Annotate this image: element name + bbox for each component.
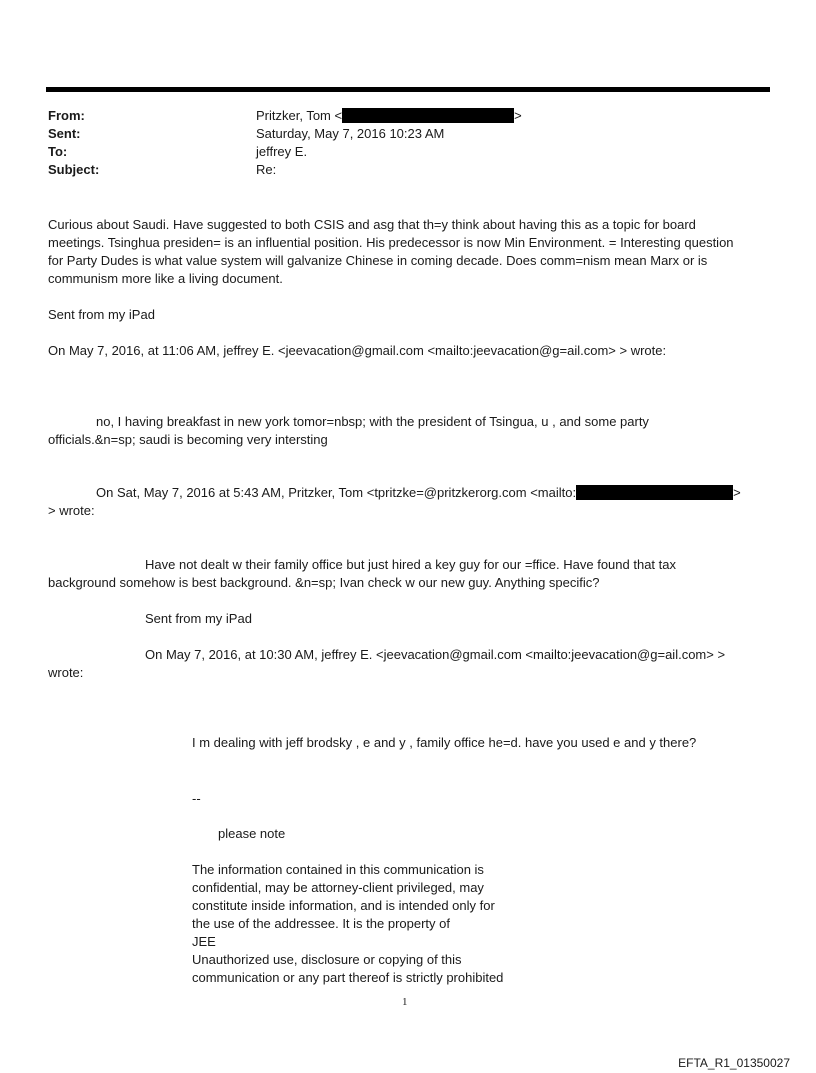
to-value: jeffrey E. — [256, 144, 308, 159]
quoted-line: officials.&n=sp; saudi is becoming very intersting — [48, 432, 328, 447]
page-number: 1 — [402, 996, 408, 1008]
disclaimer-line: confidential, may be attorney-client privileged, may — [192, 880, 484, 895]
please-note: please note — [218, 826, 286, 841]
signature: Sent from my iPad — [48, 307, 155, 322]
body-line: for Party Dudes is what value system will galvanize Chinese in coming decade. Does comm=nism mean Marx or is — [48, 253, 708, 268]
quote-header-line2: wrote: — [48, 665, 84, 680]
disclaimer-line: communication or any part thereof is strictly prohibited — [192, 970, 504, 985]
quote-header: On May 7, 2016, at 11:06 AM, jeffrey E. <jeevacation@gmail.com <mailto:jeevacation@g=ail.com> > wrote: — [48, 343, 667, 358]
disclaimer-line: the use of the addressee. It is the property of — [192, 916, 450, 931]
quote-header-text: On Sat, May 7, 2016 at 5:43 AM, Pritzker, Tom <tpritzke=@pritzkerorg.com <mailto: — [96, 485, 577, 500]
signature-separator: -- — [192, 791, 201, 806]
body-line: Curious about Saudi. Have suggested to both CSIS and asg that th=y think about having this as a topic for board — [48, 217, 696, 232]
redaction-box — [342, 108, 514, 123]
disclaimer-line: The information contained in this communication is — [192, 862, 484, 877]
body-line: communism more like a living document. — [48, 271, 283, 286]
body-line: meetings. Tsinghua presiden= is an influential position. His predecessor is now Min Environment. = Interesting question — [48, 235, 734, 250]
signature: Sent from my iPad — [145, 611, 252, 626]
quoted-line: Have not dealt w their family office but just hired a key guy for our =ffice. Have found that tax — [145, 557, 677, 572]
disclaimer-line: JEE — [192, 934, 216, 949]
from-label: From: — [48, 108, 85, 123]
quote-header: On May 7, 2016, at 10:30 AM, jeffrey E. <jeevacation@gmail.com <mailto:jeevacation@g=ail.com> > — [145, 647, 726, 662]
subject-value: Re: — [256, 162, 277, 177]
quoted-line: no, I having breakfast in new york tomor=nbsp; with the president of Tsingua, u , and some party — [96, 414, 649, 429]
from-suffix: > — [514, 108, 522, 123]
from-name: Pritzker, Tom < — [256, 108, 343, 123]
quote-header-suffix: > — [733, 485, 741, 500]
to-label: To: — [48, 144, 68, 159]
quote-header — [96, 484, 741, 502]
bates-number: EFTA_R1_01350027 — [678, 1056, 790, 1070]
header-rule — [46, 87, 770, 92]
from-value — [256, 107, 522, 125]
disclaimer-line: constitute inside information, and is intended only for — [192, 898, 495, 913]
quoted-line: I m dealing with jeff brodsky , e and y , family office he=d. have you used e and y there? — [192, 735, 697, 750]
redaction-box — [576, 485, 733, 500]
disclaimer-line: Unauthorized use, disclosure or copying of this — [192, 952, 462, 967]
sent-value: Saturday, May 7, 2016 10:23 AM — [256, 126, 445, 141]
quote-header-line2: > wrote: — [48, 503, 95, 518]
subject-label: Subject: — [48, 162, 100, 177]
quoted-line: background somehow is best background. &n=sp; Ivan check w our new guy. Anything specific? — [48, 575, 600, 590]
sent-label: Sent: — [48, 126, 81, 141]
